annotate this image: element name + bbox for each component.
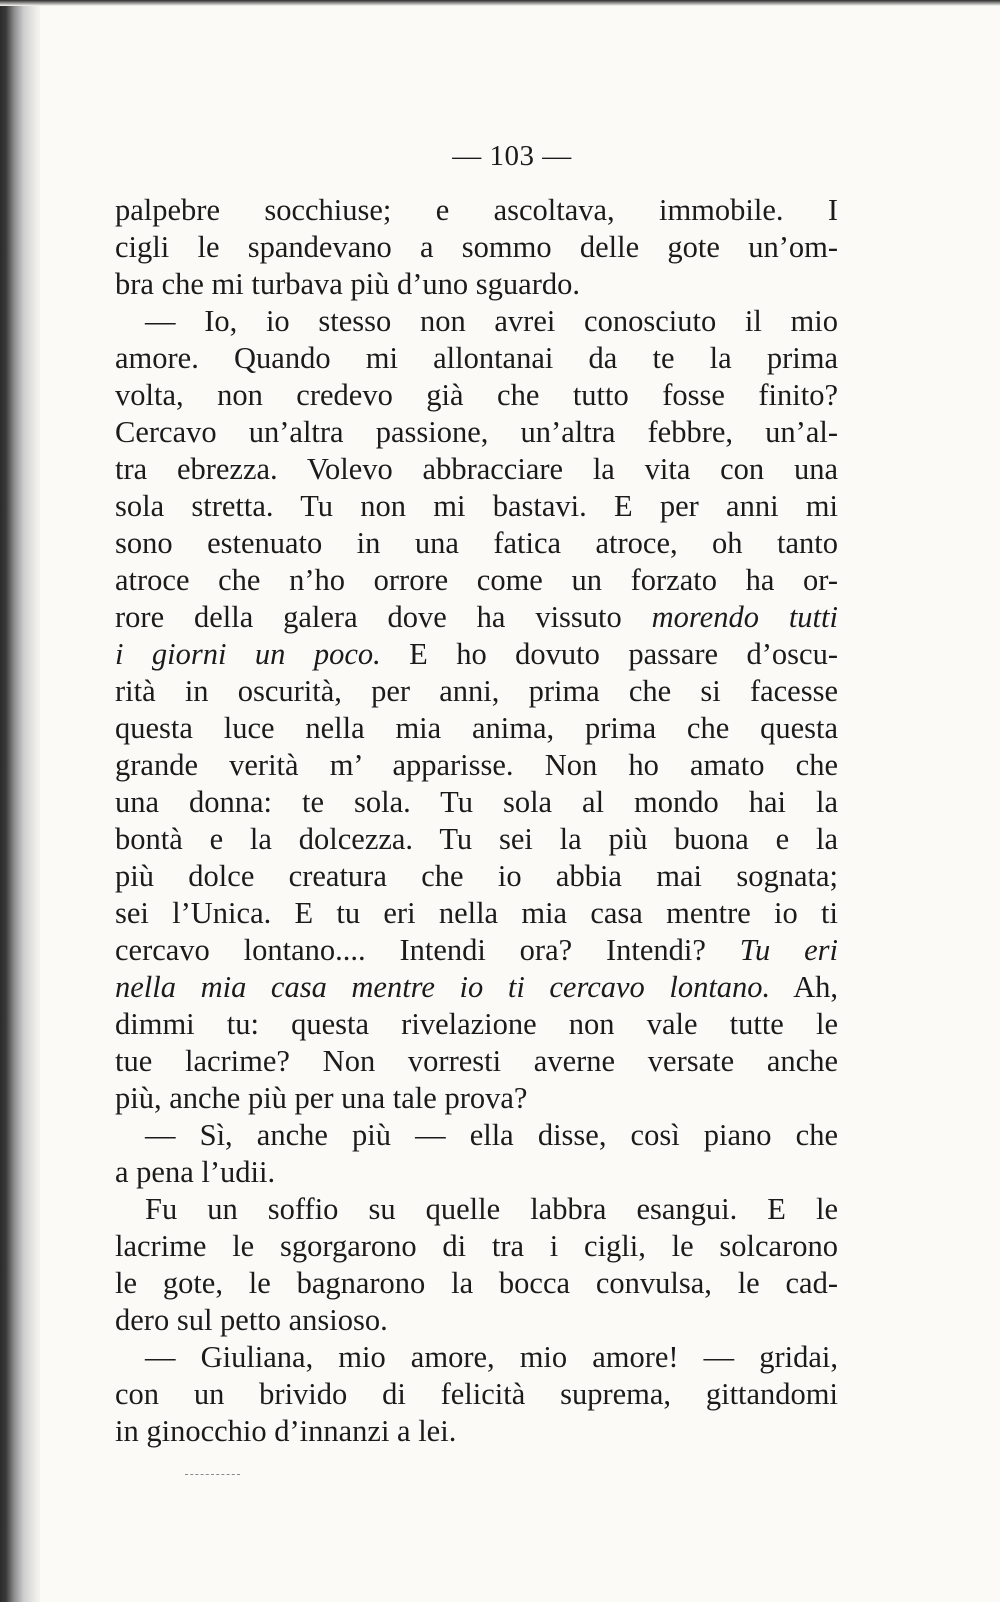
binding-gutter	[0, 0, 40, 1602]
text-line	[115, 636, 838, 673]
text-line: questa luce nella mia anima, prima che questa	[115, 711, 838, 745]
text-line: — Giuliana, mio amore, mio amore! — gridai,	[145, 1340, 838, 1374]
text-segment: E ho dovuto passare d’oscu-	[380, 637, 838, 671]
text-line: le gote, le bagnarono la bocca convulsa, le cad-	[115, 1266, 838, 1300]
text-line	[115, 932, 838, 969]
text-line: bra che mi turbava più d’uno sguardo.	[115, 267, 580, 301]
text-line	[115, 969, 838, 1006]
text-line: tue lacrime? Non vorresti averne versate anche	[115, 1044, 838, 1078]
text-line: dero sul petto ansioso.	[115, 1303, 388, 1337]
italic-segment: i giorni un poco.	[115, 637, 381, 671]
text-line	[115, 599, 838, 636]
text-line: volta, non credevo già che tutto fosse finito?	[115, 378, 838, 412]
text-line: una donna: te sola. Tu sola al mondo hai la	[115, 785, 838, 819]
page-top-edge	[0, 0, 1000, 6]
text-line: — Sì, anche più — ella disse, così piano che	[145, 1118, 838, 1152]
text-line: sola stretta. Tu non mi bastavi. E per anni mi	[115, 489, 838, 523]
page-number: — 103 —	[452, 140, 572, 172]
text-line: Fu un soffio su quelle labbra esangui. E le	[145, 1192, 838, 1226]
text-line: con un brivido di felicità suprema, gittandomi	[115, 1377, 838, 1411]
text-segment: Ah,	[770, 970, 838, 1004]
text-line: — Io, io stesso non avrei conosciuto il mio	[145, 304, 838, 338]
italic-segment: morendo tutti	[651, 600, 838, 634]
text-line: amore. Quando mi allontanai da te la prima	[115, 341, 838, 375]
text-line: dimmi tu: questa rivelazione non vale tutte le	[115, 1007, 838, 1041]
text-line: rità in oscurità, per anni, prima che si facesse	[115, 674, 838, 708]
text-line: Cercavo un’altra passione, un’altra febbre, un’al-	[115, 415, 838, 449]
text-line: sei l’Unica. E tu eri nella mia casa mentre io ti	[115, 896, 838, 930]
italic-segment: Tu eri	[739, 933, 838, 967]
text-line: tra ebrezza. Volevo abbracciare la vita con una	[115, 452, 838, 486]
text-segment: cercavo lontano.... Intendi ora? Intendi?	[115, 933, 740, 967]
text-line: più dolce creatura che io abbia mai sognata;	[115, 859, 838, 893]
text-line: cigli le spandevano a sommo delle gote un’om-	[115, 230, 838, 264]
text-line: lacrime le sgorgarono di tra i cigli, le solcarono	[115, 1229, 838, 1263]
text-line: grande verità m’ apparisse. Non ho amato che	[115, 748, 838, 782]
text-line: a pena l’udii.	[115, 1155, 276, 1189]
text-line: atroce che n’ho orrore come un forzato ha or-	[115, 563, 838, 597]
end-ornament	[185, 1474, 240, 1475]
text-line: in ginocchio d’innanzi a lei.	[115, 1414, 457, 1448]
italic-segment: nella mia casa mentre io ti cercavo lontano.	[115, 970, 771, 1004]
text-line: bontà e la dolcezza. Tu sei la più buona e la	[115, 822, 838, 856]
text-line: palpebre socchiuse; e ascoltava, immobile. I	[115, 193, 838, 227]
body-text	[115, 192, 838, 1450]
text-line: più, anche più per una tale prova?	[115, 1081, 528, 1115]
text-segment: rore della galera dove ha vissuto	[115, 600, 652, 634]
text-line: sono estenuato in una fatica atroce, oh tanto	[115, 526, 838, 560]
